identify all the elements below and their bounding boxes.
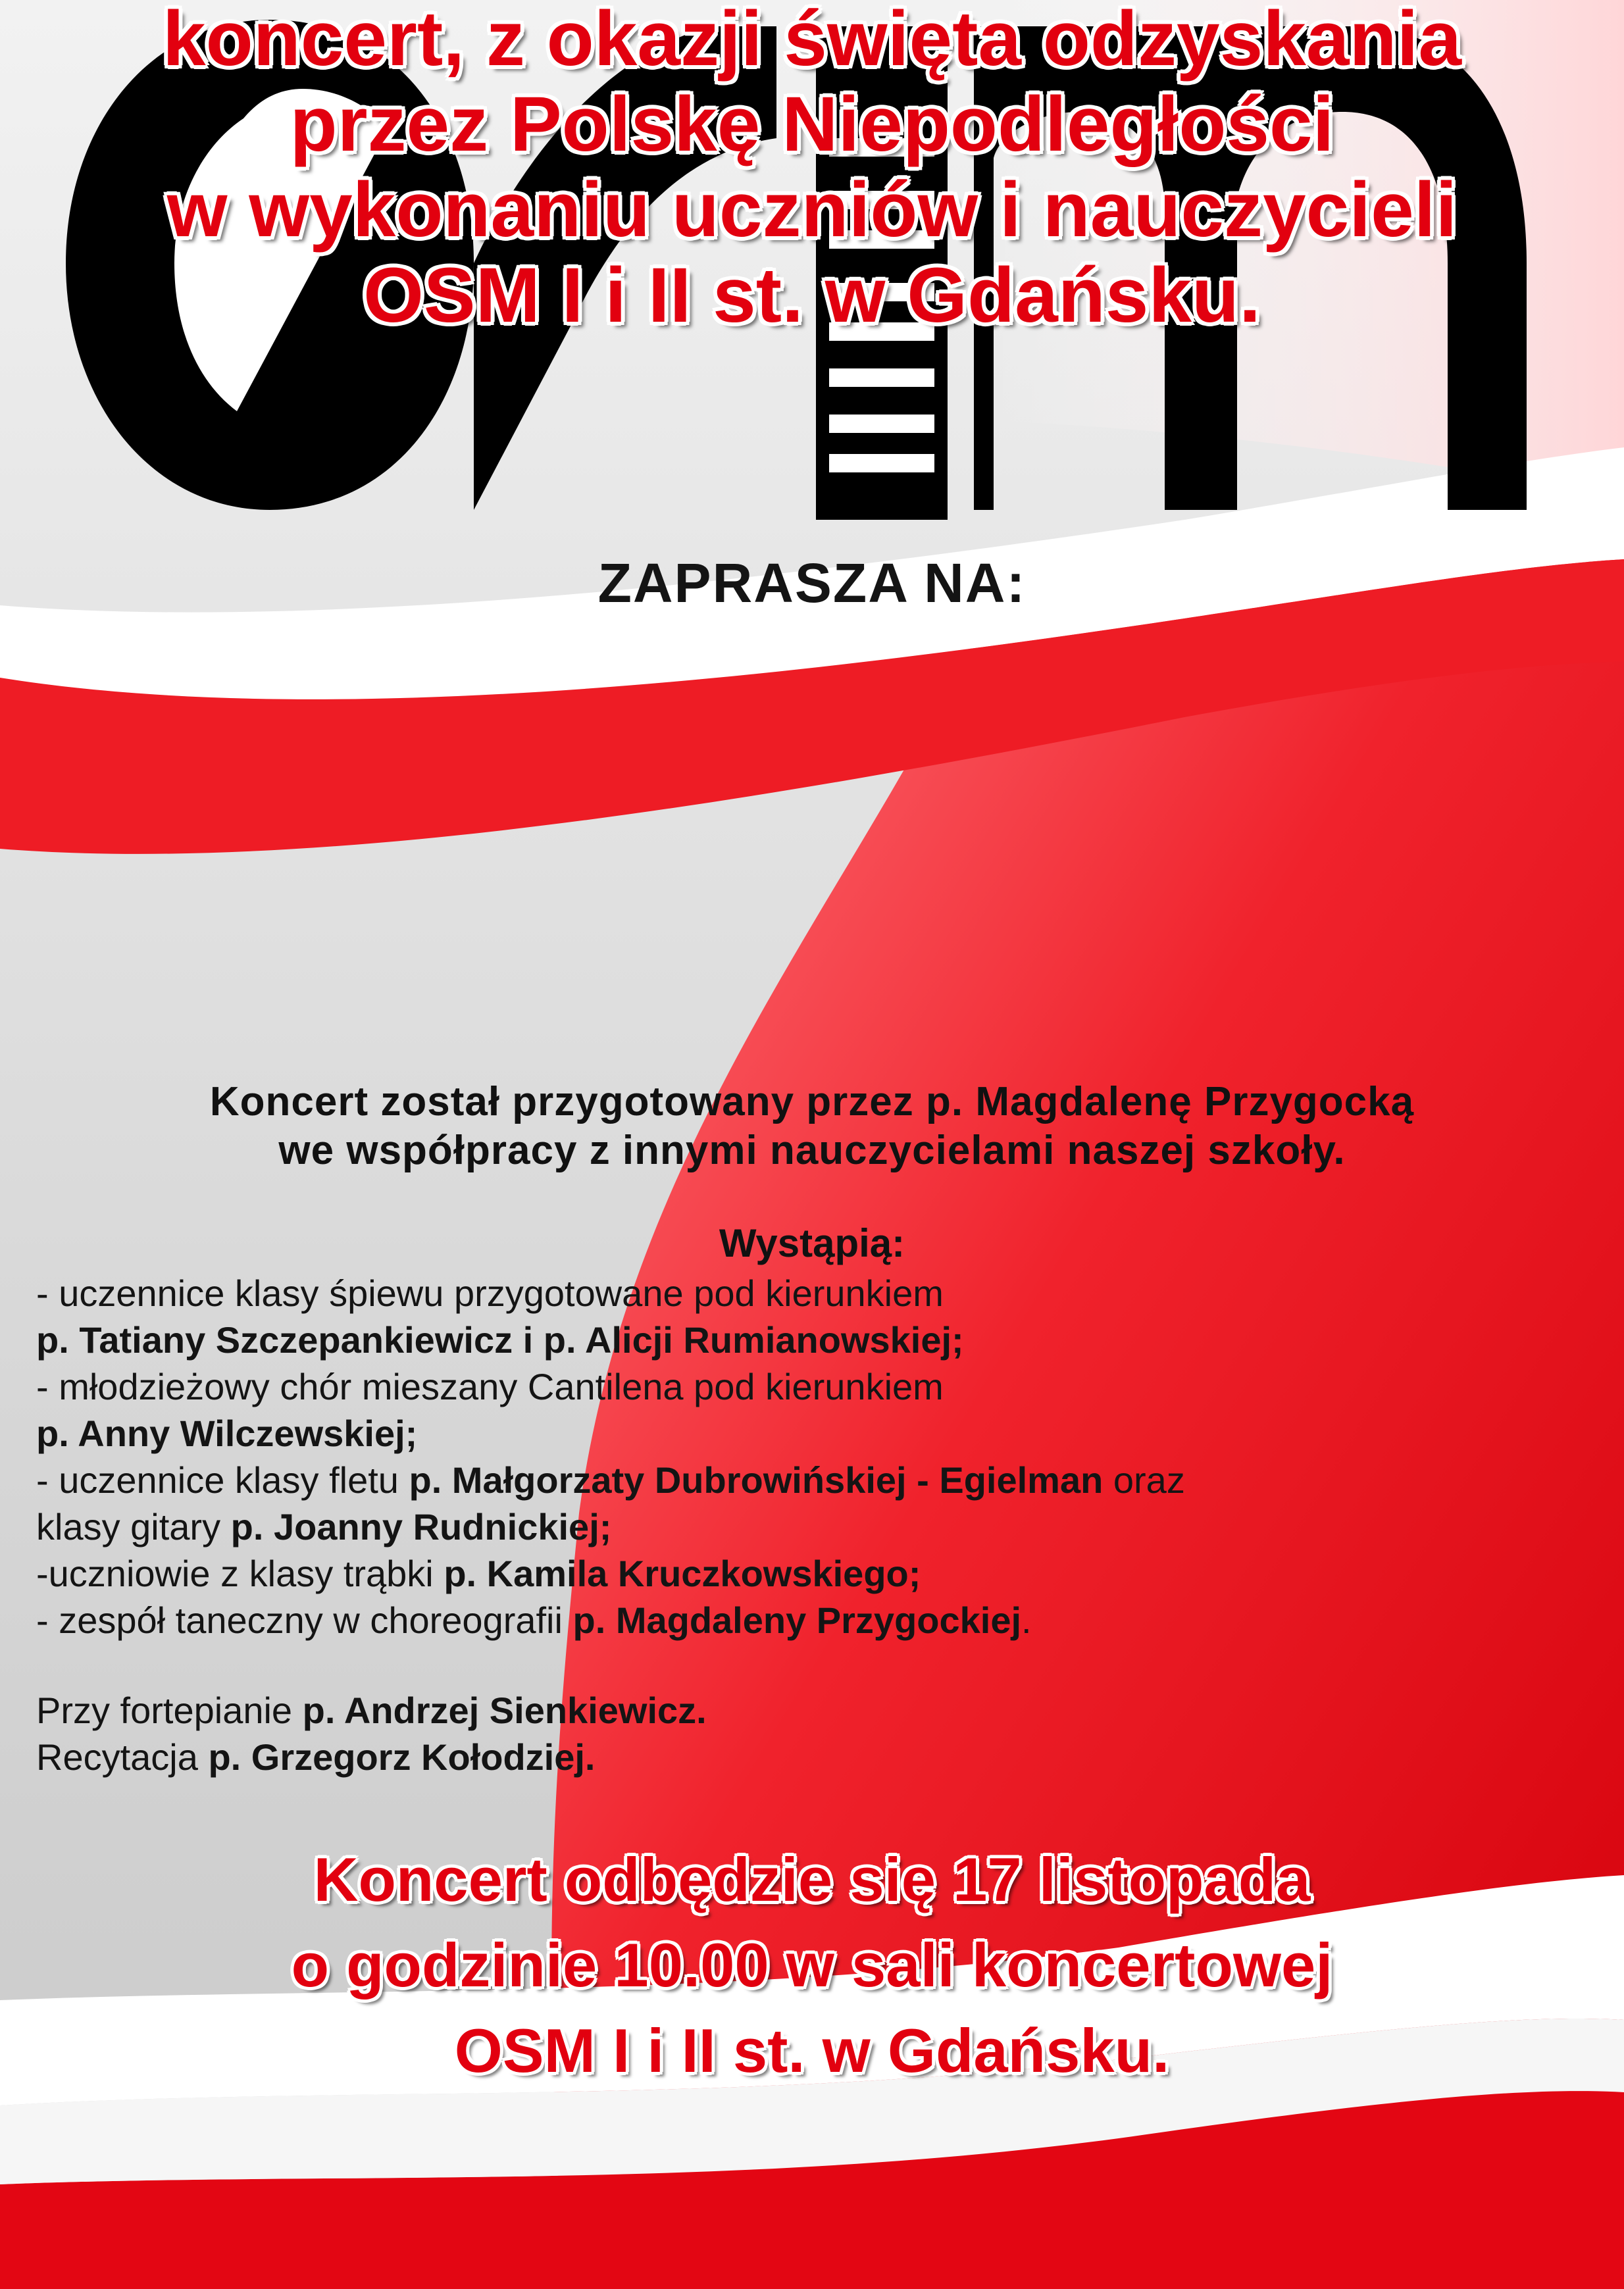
footer-line: OSM I i II st. w Gdańsku. [454, 2016, 1170, 2085]
performer-line-segment: klasy gitary [36, 1506, 231, 1547]
credit-line-segment: Przy fortepianie [36, 1690, 303, 1731]
performer-line-segment: . [1021, 1599, 1032, 1641]
performer-line [36, 1366, 944, 1407]
performer-line-segment: - uczennice klasy śpiewu przygotowane pod kierunkiem [36, 1272, 944, 1314]
footer-line: Koncert odbędzie się 17 listopada [313, 1845, 1311, 1914]
performer-line-segment: p. Joanny Rudnickiej; [230, 1506, 612, 1547]
performer-line-segment: - zespół taneczny w choreografii [36, 1599, 573, 1641]
performer-line-segment: p. Magdaleny Przygockiej [572, 1599, 1022, 1641]
performer-line-segment: p. Kamila Kruczkowskiego; [444, 1553, 921, 1594]
performer-line-segment: p. Tatiany Szczepankiewicz i p. Alicji Rumianowskiej; [36, 1319, 964, 1361]
invite-heading: ZAPRASZA NA: [597, 552, 1027, 614]
prepared-note [0, 1078, 1624, 1175]
performer-line [36, 1599, 1032, 1641]
credit-line-segment: Recytacja [36, 1736, 209, 1778]
credit-line-segment: p. Andrzej Sienkiewicz. [302, 1690, 707, 1731]
performer-line [36, 1272, 944, 1314]
headline-line: w wykonaniu uczniów i nauczycieli [166, 166, 1458, 253]
performer-line-segment: -uczniowie z klasy trąbki [36, 1553, 444, 1594]
performer-line [36, 1459, 1185, 1501]
performer-line-segment: p. Anny Wilczewskiej; [36, 1413, 418, 1454]
headline-line: koncert, z okazji święta odzyskania [163, 0, 1461, 82]
prepared-line: Koncert został przygotowany przez p. Magdalenę Przygocką [209, 1079, 1415, 1124]
credit-line [36, 1736, 596, 1778]
performer-line-segment: oraz [1103, 1459, 1185, 1501]
performer-line-segment: - uczennice klasy fletu [36, 1459, 409, 1501]
headline-line: przez Polskę Niepodległości [290, 81, 1334, 168]
prepared-line: we współpracy z innymi nauczycielami naszej szkoły. [278, 1128, 1346, 1173]
performer-line [36, 1555, 921, 1592]
credit-line [36, 1692, 707, 1729]
performers-title: Wystąpią: [719, 1221, 905, 1265]
performer-line [36, 1506, 612, 1547]
performer-line [36, 1415, 417, 1452]
headline-line: OSM I i II st. w Gdańsku. [363, 252, 1261, 339]
performer-line-segment: - młodzieżowy chór mieszany Cantilena pod kierunkiem [36, 1366, 944, 1407]
performer-line [36, 1319, 964, 1361]
footer-line: o godzinie 10.00 w sali koncertowej [291, 1930, 1333, 2000]
performer-line-segment: p. Małgorzaty Dubrowińskiej - Egielman [409, 1459, 1104, 1501]
credit-line-segment: p. Grzegorz Kołodziej. [208, 1736, 596, 1778]
